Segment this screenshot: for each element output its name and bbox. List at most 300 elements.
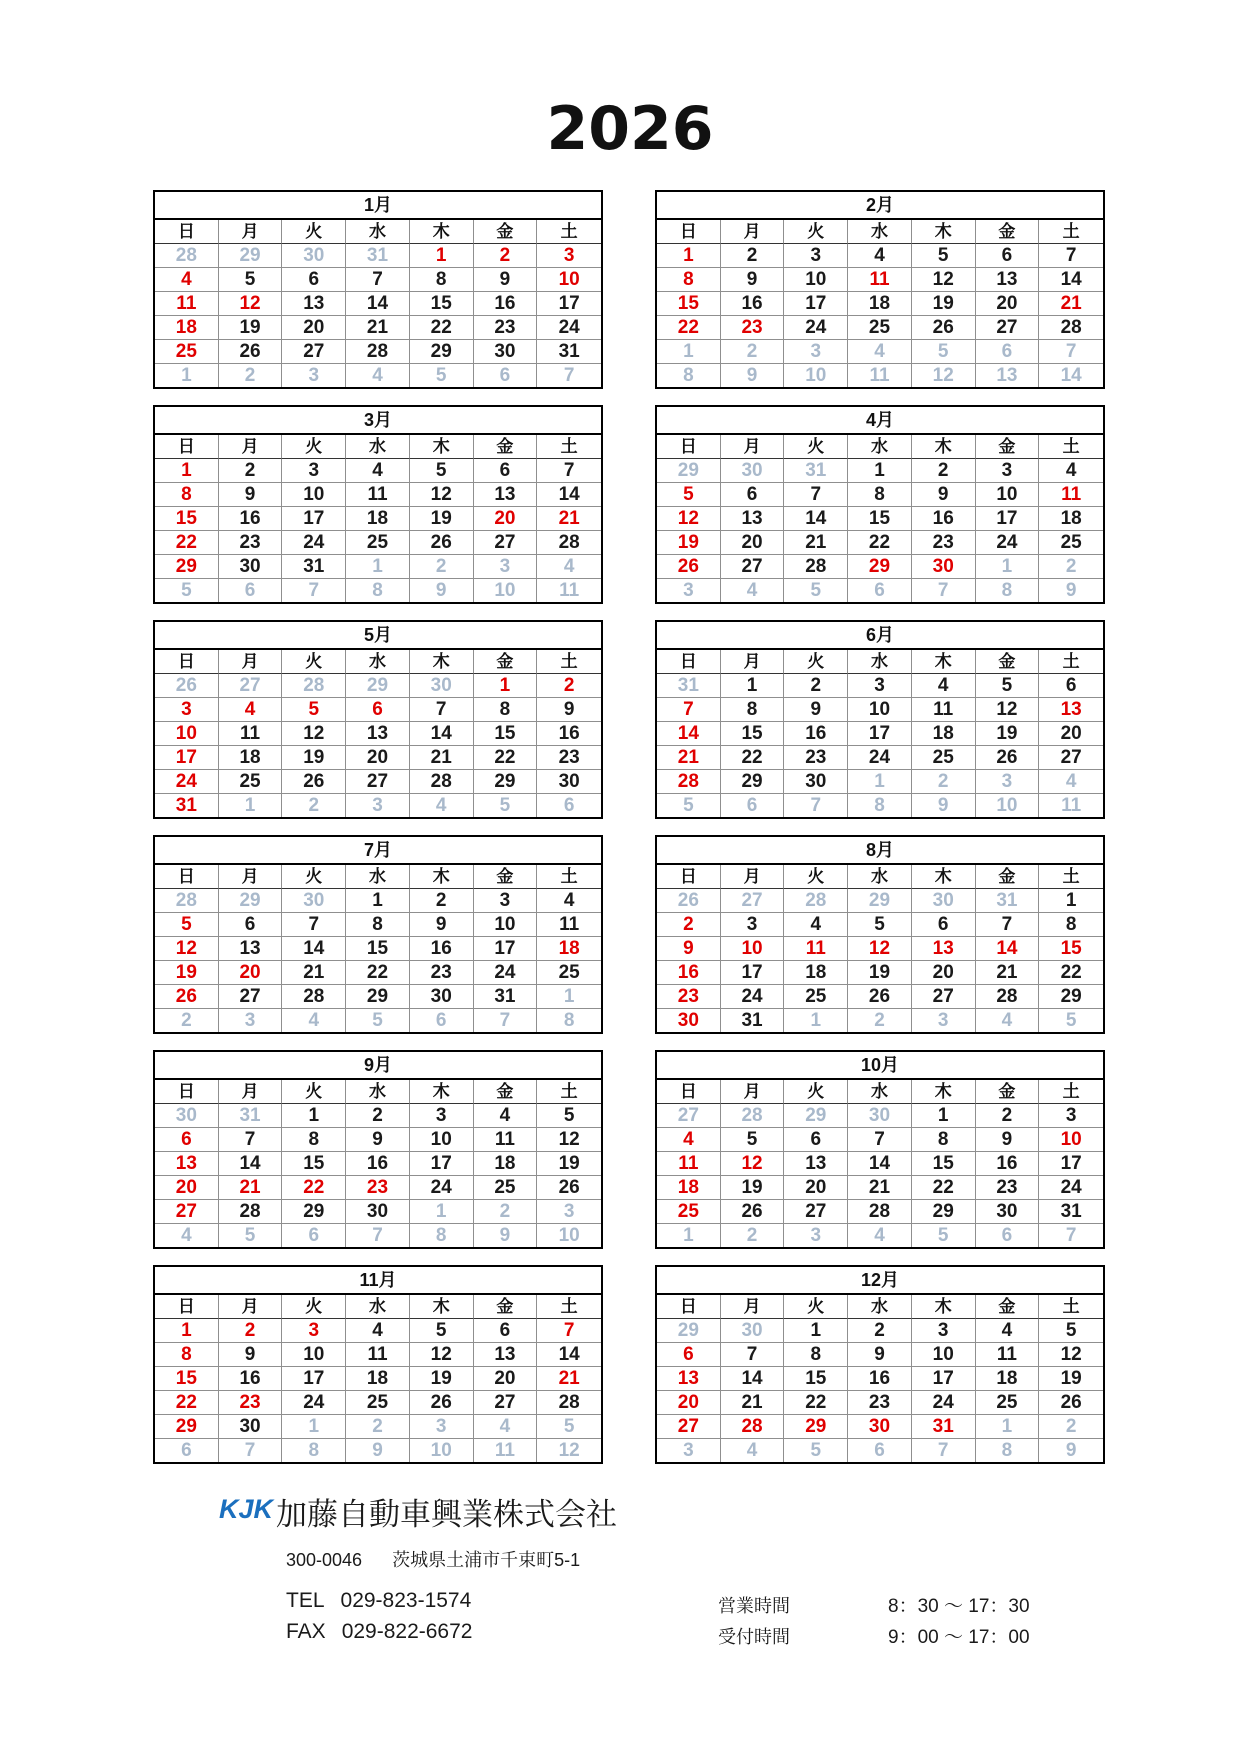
date-cell: 2 <box>282 794 346 817</box>
date-cell: 2 <box>219 459 283 483</box>
date-cell: 15 <box>848 507 912 531</box>
date-row <box>155 1224 601 1247</box>
date-cell: 16 <box>657 961 721 985</box>
date-cell: 1 <box>848 770 912 794</box>
date-row <box>657 985 1103 1009</box>
date-cell: 26 <box>410 1391 474 1415</box>
date-cell: 3 <box>848 674 912 698</box>
date-cell: 3 <box>474 555 538 579</box>
date-row <box>657 794 1103 817</box>
weekday-label: 木 <box>410 220 474 244</box>
date-cell: 8 <box>657 268 721 292</box>
date-cell: 2 <box>912 770 976 794</box>
date-cell: 12 <box>912 364 976 387</box>
date-cell: 22 <box>721 746 785 770</box>
date-cell: 29 <box>346 985 410 1009</box>
date-cell: 7 <box>784 483 848 507</box>
tel-number: 029-823-1574 <box>340 1589 472 1612</box>
date-cell: 23 <box>784 746 848 770</box>
date-cell: 20 <box>784 1176 848 1200</box>
weekday-label: 土 <box>537 1080 601 1104</box>
weekday-label: 日 <box>155 1295 219 1319</box>
date-row <box>155 244 601 268</box>
date-cell: 5 <box>219 268 283 292</box>
date-cell: 1 <box>346 889 410 913</box>
date-cell: 27 <box>155 1200 219 1224</box>
date-cell: 16 <box>219 1367 283 1391</box>
date-row <box>657 698 1103 722</box>
weekday-label: 水 <box>346 435 410 459</box>
date-cell: 27 <box>657 1415 721 1439</box>
date-cell: 31 <box>537 340 601 364</box>
date-cell: 6 <box>976 340 1040 364</box>
date-cell: 6 <box>155 1128 219 1152</box>
date-cell: 6 <box>976 1224 1040 1247</box>
date-cell: 15 <box>657 292 721 316</box>
month-calendar-2月 <box>655 190 1105 389</box>
month-calendar-5月 <box>153 620 603 819</box>
date-cell: 29 <box>721 770 785 794</box>
date-cell: 25 <box>346 531 410 555</box>
date-cell: 1 <box>912 1104 976 1128</box>
date-cell: 15 <box>155 507 219 531</box>
date-cell: 2 <box>721 1224 785 1247</box>
date-cell: 5 <box>410 459 474 483</box>
date-cell: 10 <box>155 722 219 746</box>
date-cell: 1 <box>721 674 785 698</box>
date-cell: 2 <box>410 889 474 913</box>
date-cell: 27 <box>346 770 410 794</box>
date-cell: 7 <box>848 1128 912 1152</box>
date-cell: 12 <box>721 1152 785 1176</box>
date-cell: 3 <box>474 889 538 913</box>
date-cell: 5 <box>784 579 848 602</box>
date-cell: 30 <box>219 1415 283 1439</box>
date-cell: 7 <box>346 1224 410 1247</box>
month-calendar-3月 <box>153 405 603 604</box>
date-cell: 7 <box>657 698 721 722</box>
date-cell: 14 <box>1060 365 1082 386</box>
date-cell: 21 <box>721 1391 785 1415</box>
weekday-label: 月 <box>219 435 283 459</box>
date-cell: 7 <box>1065 1225 1077 1246</box>
date-cell: 1 <box>848 459 912 483</box>
date-cell: 30 <box>912 889 976 913</box>
date-cell: 8 <box>282 1439 346 1462</box>
date-cell: 31 <box>912 1415 976 1439</box>
date-row <box>657 1104 1103 1128</box>
date-cell: 26 <box>848 985 912 1009</box>
date-cell: 14 <box>282 937 346 961</box>
date-cell: 10 <box>1039 1128 1103 1152</box>
weekday-label: 月 <box>219 865 283 889</box>
date-cell: 2 <box>346 1415 410 1439</box>
date-cell: 4 <box>848 244 912 268</box>
weekday-label: 木 <box>912 650 976 674</box>
weekday-label: 木 <box>912 435 976 459</box>
date-row <box>657 555 1103 579</box>
date-cell: 23 <box>721 316 785 340</box>
date-row <box>657 292 1103 316</box>
weekday-label: 水 <box>346 1080 410 1104</box>
date-cell: 2 <box>537 674 601 698</box>
date-cell: 4 <box>537 555 601 579</box>
date-cell: 13 <box>976 268 1040 292</box>
date-cell: 28 <box>537 531 601 555</box>
month-title: 4月 <box>657 407 1103 435</box>
date-cell: 17 <box>848 722 912 746</box>
date-row <box>155 722 601 746</box>
weekday-label: 月 <box>721 865 785 889</box>
date-cell: 27 <box>474 1391 538 1415</box>
date-cell: 17 <box>1039 1152 1103 1176</box>
month-calendar-12月 <box>655 1265 1105 1464</box>
date-cell: 29 <box>155 555 219 579</box>
date-row <box>155 1152 601 1176</box>
month-title: 1月 <box>155 192 601 220</box>
date-cell: 21 <box>976 961 1040 985</box>
weekday-label: 水 <box>346 650 410 674</box>
date-cell: 14 <box>848 1152 912 1176</box>
month-title: 6月 <box>657 622 1103 650</box>
date-cell: 6 <box>155 1439 219 1462</box>
date-cell: 17 <box>784 292 848 316</box>
date-cell: 4 <box>282 1009 346 1032</box>
date-cell: 10 <box>976 483 1040 507</box>
date-cell: 19 <box>657 531 721 555</box>
date-cell: 4 <box>155 1224 219 1247</box>
date-cell: 5 <box>912 340 976 364</box>
date-row <box>155 340 601 364</box>
date-cell: 26 <box>537 1176 601 1200</box>
date-cell: 12 <box>155 937 219 961</box>
date-cell: 3 <box>282 459 346 483</box>
weekday-label: 日 <box>657 865 721 889</box>
weekday-label: 金 <box>976 435 1040 459</box>
date-row <box>155 961 601 985</box>
date-cell: 8 <box>848 483 912 507</box>
date-cell: 20 <box>1039 722 1103 746</box>
date-cell: 4 <box>848 1224 912 1247</box>
date-cell: 6 <box>848 1439 912 1462</box>
date-cell: 2 <box>721 244 785 268</box>
date-cell: 16 <box>976 1152 1040 1176</box>
date-cell: 3 <box>346 794 410 817</box>
date-cell: 8 <box>721 698 785 722</box>
weekday-label: 火 <box>282 435 346 459</box>
date-cell: 30 <box>155 1104 219 1128</box>
date-cell: 21 <box>219 1176 283 1200</box>
date-cell: 23 <box>474 316 538 340</box>
date-cell: 16 <box>537 722 601 746</box>
date-cell: 5 <box>976 674 1040 698</box>
date-row <box>657 1152 1103 1176</box>
weekday-header-row <box>657 1080 1103 1104</box>
date-cell: 28 <box>1039 316 1103 340</box>
date-cell: 19 <box>912 292 976 316</box>
date-cell: 27 <box>721 889 785 913</box>
date-cell: 6 <box>474 459 538 483</box>
date-cell: 28 <box>657 770 721 794</box>
date-cell: 11 <box>559 580 580 601</box>
date-cell: 30 <box>282 244 346 268</box>
date-cell: 3 <box>784 1224 848 1247</box>
date-cell: 13 <box>1039 698 1103 722</box>
date-row <box>155 1415 601 1439</box>
date-cell: 29 <box>474 770 538 794</box>
weekday-label: 火 <box>784 1080 848 1104</box>
date-cell: 7 <box>912 1439 976 1462</box>
date-cell: 29 <box>848 889 912 913</box>
weekday-label: 金 <box>976 1080 1040 1104</box>
date-cell: 6 <box>721 794 785 817</box>
date-cell: 29 <box>282 1200 346 1224</box>
date-cell: 7 <box>537 1319 601 1343</box>
date-cell: 4 <box>721 579 785 602</box>
date-row <box>657 913 1103 937</box>
tel-label: TEL <box>286 1589 325 1612</box>
date-cell: 11 <box>219 722 283 746</box>
weekday-label: 火 <box>784 220 848 244</box>
date-cell: 4 <box>346 459 410 483</box>
date-cell: 19 <box>282 746 346 770</box>
date-cell: 16 <box>346 1152 410 1176</box>
date-cell: 7 <box>912 579 976 602</box>
date-cell: 17 <box>474 937 538 961</box>
date-cell: 22 <box>155 531 219 555</box>
business-hours-label: 営業時間 <box>718 1596 790 1616</box>
date-cell: 24 <box>282 1391 346 1415</box>
weekday-label: 木 <box>410 865 474 889</box>
date-cell: 4 <box>474 1104 538 1128</box>
date-row <box>155 579 601 602</box>
date-cell: 2 <box>1039 1415 1103 1439</box>
weekday-header-row <box>657 435 1103 459</box>
weekday-label: 土 <box>1039 865 1103 889</box>
date-cell: 6 <box>219 913 283 937</box>
date-cell: 22 <box>912 1176 976 1200</box>
date-cell: 12 <box>410 1343 474 1367</box>
date-cell: 11 <box>976 1343 1040 1367</box>
date-cell: 5 <box>410 364 474 387</box>
date-cell: 2 <box>784 674 848 698</box>
date-cell: 22 <box>282 1176 346 1200</box>
date-cell: 24 <box>1039 1176 1103 1200</box>
date-cell: 5 <box>474 794 538 817</box>
month-calendar-6月 <box>655 620 1105 819</box>
date-cell: 13 <box>474 483 538 507</box>
date-cell: 21 <box>784 531 848 555</box>
weekday-header-row <box>657 1295 1103 1319</box>
date-cell: 12 <box>1039 1343 1103 1367</box>
date-cell: 25 <box>537 961 601 985</box>
weekday-label: 木 <box>410 435 474 459</box>
date-cell: 9 <box>848 1343 912 1367</box>
date-cell: 3 <box>537 244 601 268</box>
date-cell: 1 <box>976 555 1040 579</box>
date-cell: 7 <box>721 1343 785 1367</box>
date-row <box>155 1128 601 1152</box>
date-cell: 7 <box>976 913 1040 937</box>
date-cell: 15 <box>410 292 474 316</box>
date-cell: 23 <box>219 531 283 555</box>
date-cell: 10 <box>784 364 848 387</box>
date-cell: 5 <box>410 1319 474 1343</box>
date-cell: 3 <box>657 1439 721 1462</box>
date-cell: 13 <box>219 937 283 961</box>
date-cell: 16 <box>474 292 538 316</box>
date-cell: 18 <box>912 722 976 746</box>
date-cell: 5 <box>1039 1319 1103 1343</box>
date-cell: 31 <box>346 244 410 268</box>
weekday-label: 水 <box>848 435 912 459</box>
date-cell: 6 <box>721 483 785 507</box>
date-cell: 6 <box>282 268 346 292</box>
date-cell: 9 <box>474 1224 538 1247</box>
date-cell: 29 <box>1039 985 1103 1009</box>
date-cell: 31 <box>474 985 538 1009</box>
weekday-label: 土 <box>1039 435 1103 459</box>
date-cell: 15 <box>282 1152 346 1176</box>
date-cell: 22 <box>410 316 474 340</box>
date-cell: 3 <box>1039 1104 1103 1128</box>
address-text: 茨城県土浦市千束町5-1 <box>392 1550 581 1570</box>
weekday-label: 火 <box>282 220 346 244</box>
date-cell: 5 <box>912 1224 976 1247</box>
date-cell: 23 <box>657 985 721 1009</box>
date-cell: 19 <box>1039 1367 1103 1391</box>
date-cell: 8 <box>474 698 538 722</box>
date-cell: 13 <box>912 937 976 961</box>
date-cell: 27 <box>282 340 346 364</box>
date-cell: 5 <box>784 1439 848 1462</box>
weekday-label: 土 <box>1039 220 1103 244</box>
date-row <box>155 531 601 555</box>
weekday-label: 日 <box>657 220 721 244</box>
weekday-label: 日 <box>155 650 219 674</box>
weekday-label: 金 <box>474 1080 538 1104</box>
date-row <box>657 316 1103 340</box>
date-cell: 12 <box>410 483 474 507</box>
date-cell: 4 <box>912 674 976 698</box>
month-title: 12月 <box>657 1267 1103 1295</box>
date-cell: 1 <box>657 340 721 364</box>
date-cell: 15 <box>721 722 785 746</box>
date-cell: 15 <box>346 937 410 961</box>
weekday-label: 土 <box>537 650 601 674</box>
date-cell: 25 <box>976 1391 1040 1415</box>
month-title: 5月 <box>155 622 601 650</box>
weekday-label: 金 <box>474 220 538 244</box>
date-cell: 8 <box>410 268 474 292</box>
date-row <box>155 1176 601 1200</box>
date-cell: 16 <box>219 507 283 531</box>
date-cell: 27 <box>721 555 785 579</box>
date-cell: 5 <box>657 794 721 817</box>
date-row <box>657 937 1103 961</box>
date-cell: 31 <box>784 459 848 483</box>
date-cell: 1 <box>1039 889 1103 913</box>
date-cell: 3 <box>976 459 1040 483</box>
date-cell: 7 <box>563 365 575 386</box>
date-cell: 28 <box>155 889 219 913</box>
date-cell: 1 <box>155 459 219 483</box>
date-cell: 14 <box>537 483 601 507</box>
date-cell: 11 <box>346 483 410 507</box>
date-cell: 20 <box>155 1176 219 1200</box>
date-cell: 3 <box>976 770 1040 794</box>
date-cell: 18 <box>346 507 410 531</box>
date-cell: 7 <box>219 1439 283 1462</box>
date-cell: 14 <box>784 507 848 531</box>
weekday-label: 土 <box>537 435 601 459</box>
date-cell: 10 <box>721 937 785 961</box>
date-cell: 17 <box>537 292 601 316</box>
date-cell: 27 <box>474 531 538 555</box>
date-cell: 29 <box>784 1415 848 1439</box>
weekday-label: 月 <box>721 650 785 674</box>
date-cell: 9 <box>657 937 721 961</box>
date-cell: 27 <box>912 985 976 1009</box>
date-cell: 23 <box>410 961 474 985</box>
date-cell: 1 <box>346 555 410 579</box>
date-cell: 17 <box>282 1367 346 1391</box>
date-cell: 9 <box>410 913 474 937</box>
month-title: 8月 <box>657 837 1103 865</box>
date-cell: 30 <box>346 1200 410 1224</box>
date-cell: 12 <box>912 268 976 292</box>
date-cell: 30 <box>976 1200 1040 1224</box>
date-cell: 28 <box>155 244 219 268</box>
date-cell: 6 <box>848 579 912 602</box>
date-cell: 5 <box>537 1415 601 1439</box>
date-cell: 6 <box>474 1319 538 1343</box>
date-cell: 8 <box>848 794 912 817</box>
date-cell: 13 <box>282 292 346 316</box>
date-cell: 8 <box>657 364 721 387</box>
date-cell: 8 <box>976 1439 1040 1462</box>
weekday-label: 日 <box>657 1295 721 1319</box>
date-cell: 4 <box>410 794 474 817</box>
date-cell: 4 <box>474 1415 538 1439</box>
date-row <box>657 268 1103 292</box>
date-cell: 22 <box>784 1391 848 1415</box>
weekday-label: 火 <box>784 435 848 459</box>
page-title-year: 2026 <box>546 94 714 164</box>
date-cell: 21 <box>848 1176 912 1200</box>
date-row <box>155 770 601 794</box>
date-cell: 3 <box>282 1319 346 1343</box>
date-row <box>657 1224 1103 1247</box>
date-cell: 9 <box>1065 1440 1077 1461</box>
date-cell: 18 <box>976 1367 1040 1391</box>
date-cell: 23 <box>537 746 601 770</box>
date-cell: 7 <box>282 913 346 937</box>
month-title: 3月 <box>155 407 601 435</box>
date-row <box>657 961 1103 985</box>
date-cell: 21 <box>537 507 601 531</box>
weekday-label: 土 <box>537 865 601 889</box>
date-cell: 30 <box>657 1009 721 1032</box>
date-cell: 30 <box>410 985 474 1009</box>
date-cell: 14 <box>537 1343 601 1367</box>
date-cell: 4 <box>976 1009 1040 1032</box>
date-cell: 5 <box>282 698 346 722</box>
date-cell: 13 <box>657 1367 721 1391</box>
month-calendar-7月 <box>153 835 603 1034</box>
date-row <box>155 1104 601 1128</box>
date-cell: 17 <box>976 507 1040 531</box>
